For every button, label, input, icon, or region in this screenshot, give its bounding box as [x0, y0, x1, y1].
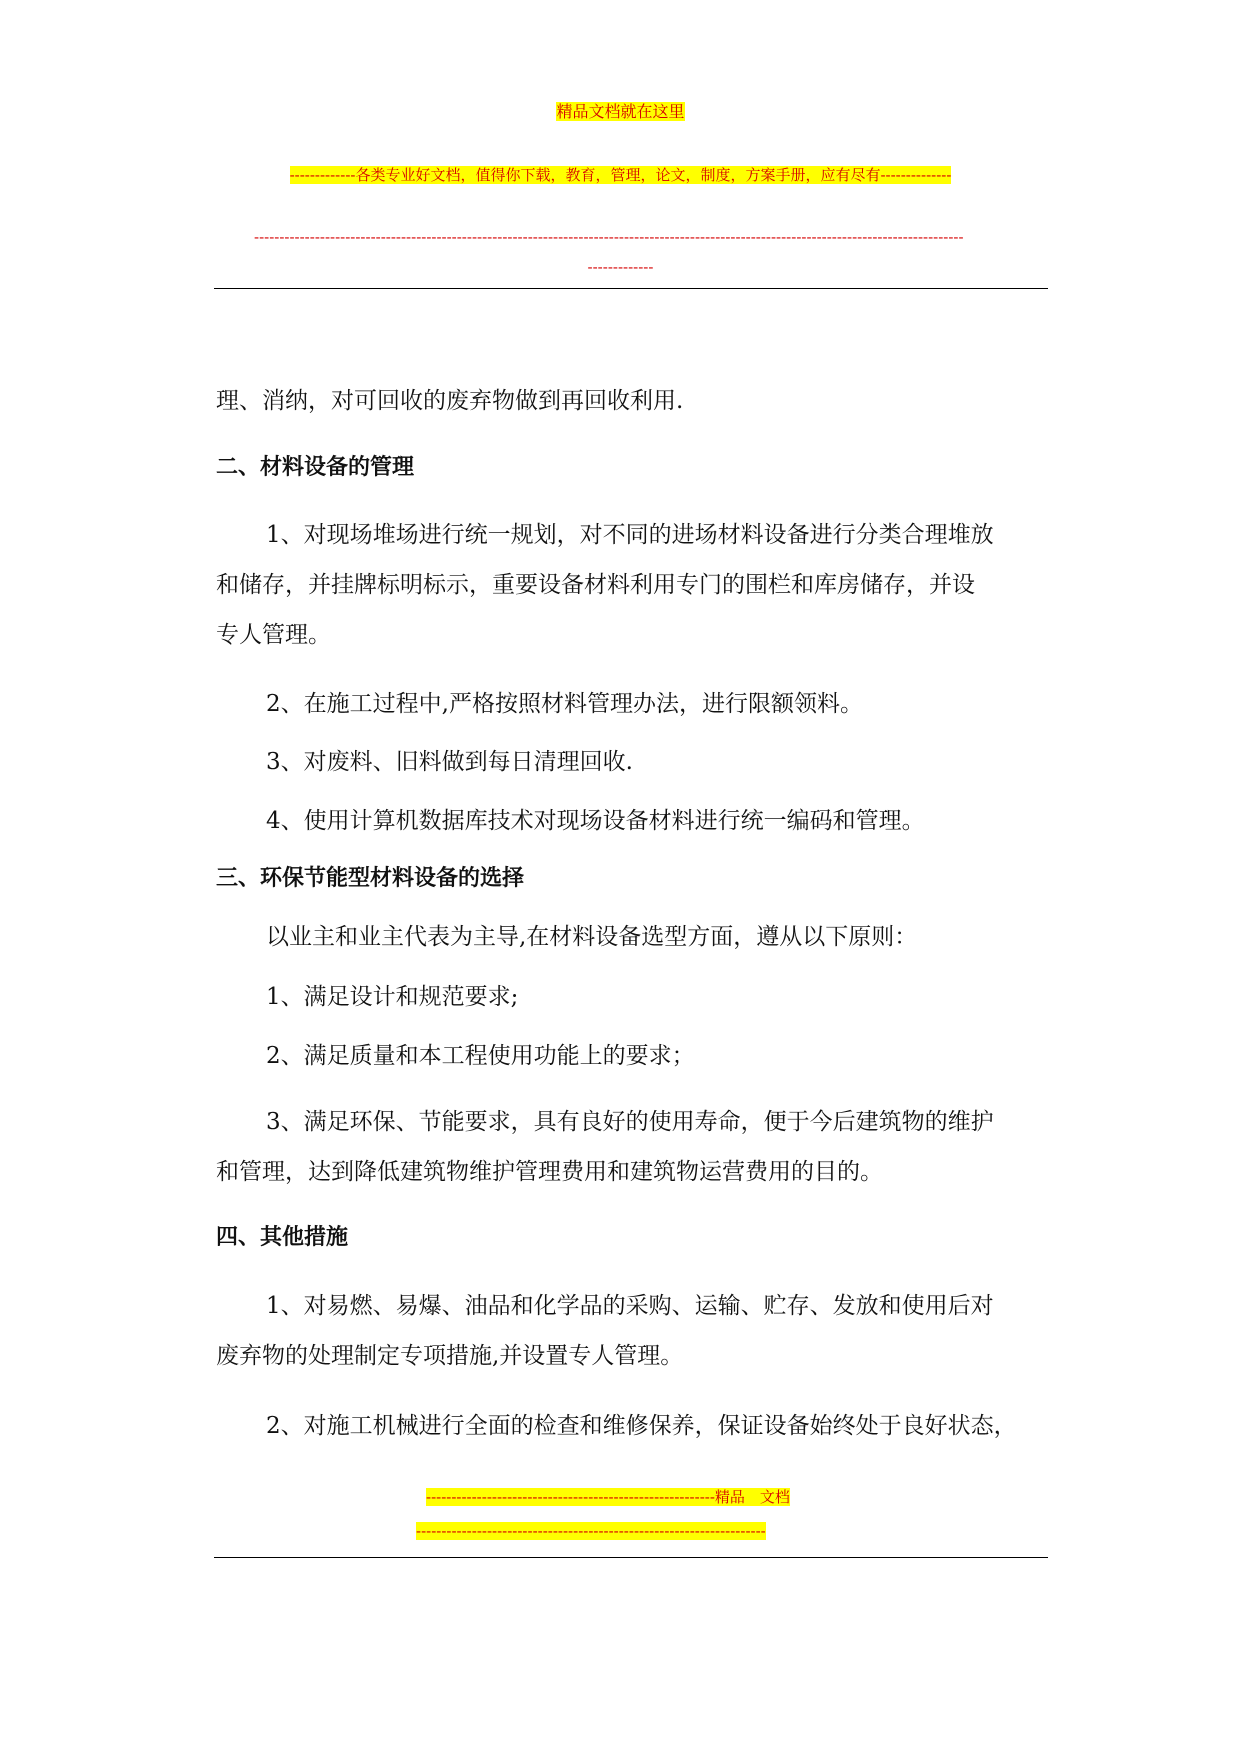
paragraph-line: 2、对施工机械进行全面的检查和维修保养，保证设备始终处于良好状态， — [266, 1413, 1017, 1439]
paragraph-line: 3、对废料、旧料做到每日清理回收. — [266, 749, 633, 775]
header-subtitle: -------------各类专业好文档，值得你下载，教育，管理，论文，制度，方案手册，应有尽有-------------- — [289, 166, 952, 184]
section-heading-3: 三、环保节能型材料设备的选择 — [216, 866, 525, 891]
header-dash-line-1-wrap — [254, 226, 1044, 248]
footer-line-1-wrap — [426, 1486, 874, 1508]
paragraph-line: 专人管理。 — [216, 622, 331, 648]
section-heading-4: 四、其他措施 — [216, 1225, 349, 1250]
paragraph-line: 2、在施工过程中,严格按照材料管理办法，进行限额领料。 — [266, 691, 863, 717]
footer-line-1: ---------------------------------------------------------精品 文档 — [426, 1488, 790, 1506]
paragraph-line: 理、消纳，对可回收的废弃物做到再回收利用. — [216, 388, 684, 414]
paragraph-line: 2、满足质量和本工程使用功能上的要求； — [266, 1043, 695, 1069]
paragraph-line: 和管理，达到降低建筑物维护管理费用和建筑物运营费用的目的。 — [216, 1159, 883, 1185]
header-dash-line-1: -------------------------------------------------------------------------------------------------------------------------------------------- — [254, 228, 964, 246]
header-dash-line-2-wrap — [0, 256, 1241, 278]
header-title-wrap — [0, 101, 1241, 123]
footer-divider — [214, 1557, 1048, 1558]
paragraph-line: 废弃物的处理制定专项措施,并设置专人管理。 — [216, 1343, 684, 1369]
paragraph-line: 1、对易燃、易爆、油品和化学品的采购、运输、贮存、发放和使用后对 — [266, 1293, 994, 1319]
header-title: 精品文档就在这里 — [556, 102, 685, 121]
footer-line-2-wrap — [416, 1520, 844, 1542]
paragraph-line: 4、使用计算机数据库技术对现场设备材料进行统一编码和管理。 — [266, 808, 925, 834]
section-heading-2: 二、材料设备的管理 — [216, 455, 415, 480]
paragraph-line: 和储存，并挂牌标明标示，重要设备材料利用专门的围栏和库房储存，并设 — [216, 572, 975, 598]
paragraph-line: 1、满足设计和规范要求; — [266, 984, 519, 1010]
paragraph-line: 以业主和业主代表为主导,在材料设备选型方面，遵从以下原则： — [266, 924, 918, 950]
paragraph-line: 1、对现场堆场进行统一规划，对不同的进场材料设备进行分类合理堆放 — [266, 522, 994, 548]
header-dash-line-2: ------------- — [587, 258, 654, 276]
paragraph-line: 3、满足环保、节能要求，具有良好的使用寿命，便于今后建筑物的维护 — [266, 1109, 994, 1135]
footer-line-2: --------------------------------------------------------------------- — [416, 1522, 766, 1540]
header-divider — [214, 288, 1048, 289]
header-subtitle-wrap — [0, 164, 1241, 186]
